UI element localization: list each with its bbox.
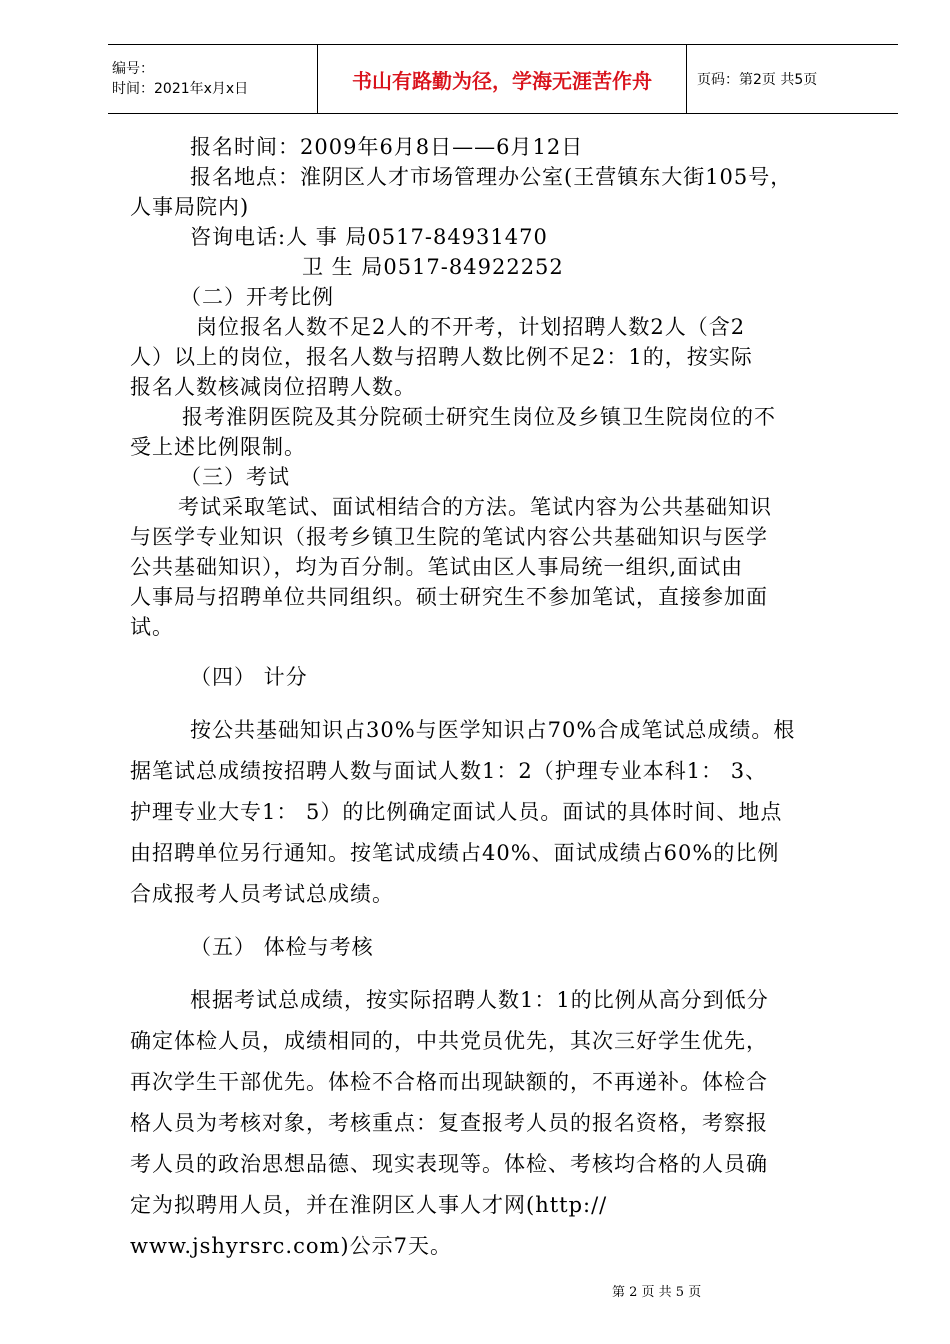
- paragraph-line: 确定体检人员，成绩相同的，中共党员优先，其次三好学生优先，: [130, 1029, 768, 1053]
- paragraph-line: 报名人数核减岗位招聘人数。: [130, 375, 416, 399]
- paragraph-line: 公共基础知识），均为百分制。笔试由区人事局统一组织,面试由: [130, 555, 744, 579]
- document-time-label: 时间：2021年x月x日: [112, 81, 249, 97]
- consult-phone-health: 卫 生 局0517-84922252: [302, 255, 564, 279]
- registration-location-cont: 人事局院内): [130, 195, 250, 219]
- paragraph-line: 定为拟聘用人员，并在淮阴区人事人才网(http://: [130, 1193, 608, 1217]
- paragraph-line: 根据考试总成绩，按实际招聘人数1：1的比例从高分到低分: [190, 988, 769, 1012]
- paragraph-line: 人）以上的岗位，报名人数与招聘人数比例不足2：1的，按实际: [130, 345, 753, 369]
- paragraph-line: 再次学生干部优先。体检不合格而出现缺额的，不再递补。体检合: [130, 1070, 768, 1094]
- paragraph-line: 岗位报名人数不足2人的不开考，计划招聘人数2人（含2: [196, 315, 746, 339]
- paragraph-line: 由招聘单位另行通知。按笔试成绩占40%、面试成绩占60%的比例: [130, 841, 780, 865]
- paragraph-line: 格人员为考核对象，考核重点：复查报考人员的报名资格，考察报: [130, 1111, 768, 1135]
- paragraph-line: 据笔试总成绩按招聘人数与面试人数1：2（护理专业本科1： 3、: [130, 759, 768, 783]
- paragraph-line: 报考淮阴医院及其分院硕士研究生岗位及乡镇卫生院岗位的不: [182, 405, 776, 429]
- document-body: [130, 132, 892, 1267]
- paragraph-line: 护理专业大专1： 5）的比例确定面试人员。面试的具体时间、地点: [130, 800, 783, 824]
- paragraph-line: 人事局与招聘单位共同组织。硕士研究生不参加笔试，直接参加面: [130, 585, 768, 609]
- paragraph-line: 与医学专业知识（报考乡镇卫生院的笔试内容公共基础知识与医学: [130, 525, 768, 549]
- header-motto-cell: [318, 45, 687, 114]
- header-meta: [108, 45, 318, 114]
- section-heading: （二）开考比例: [180, 285, 334, 309]
- section-heading: （三）考试: [180, 465, 290, 489]
- header-page-info: 页码：第2页 共5页: [687, 45, 899, 114]
- section-heading: （四） 计分: [190, 665, 308, 689]
- paragraph-line: 考试采取笔试、面试相结合的方法。笔试内容为公共基础知识: [178, 495, 772, 519]
- document-number-label: 编号：: [112, 61, 154, 77]
- registration-location: 报名地点：淮阴区人才市场管理办公室(王营镇东大街105号，: [190, 165, 793, 189]
- registration-time: 报名时间：2009年6月8日——6月12日: [190, 135, 584, 159]
- document-header: [108, 44, 898, 114]
- paragraph-line: 按公共基础知识占30%与医学知识占70%合成笔试总成绩。根: [190, 718, 796, 742]
- header-motto: 书山有路勤为径，学海无涯苦作舟: [352, 68, 652, 93]
- section-heading: （五） 体检与考核: [190, 935, 374, 959]
- page-number-footer: 第 2 页 共 5 页: [612, 1285, 702, 1300]
- paragraph-line: 试。: [130, 615, 174, 639]
- paragraph-line: www.jshyrsrc.com)公示7天。: [130, 1234, 452, 1258]
- paragraph-line: 受上述比例限制。: [130, 435, 306, 459]
- paragraph-line: 考人员的政治思想品德、现实表现等。体检、考核均合格的人员确: [130, 1152, 768, 1176]
- consult-phone-personnel: 咨询电话:人 事 局0517-84931470: [190, 225, 548, 249]
- paragraph-line: 合成报考人员考试总成绩。: [130, 882, 394, 906]
